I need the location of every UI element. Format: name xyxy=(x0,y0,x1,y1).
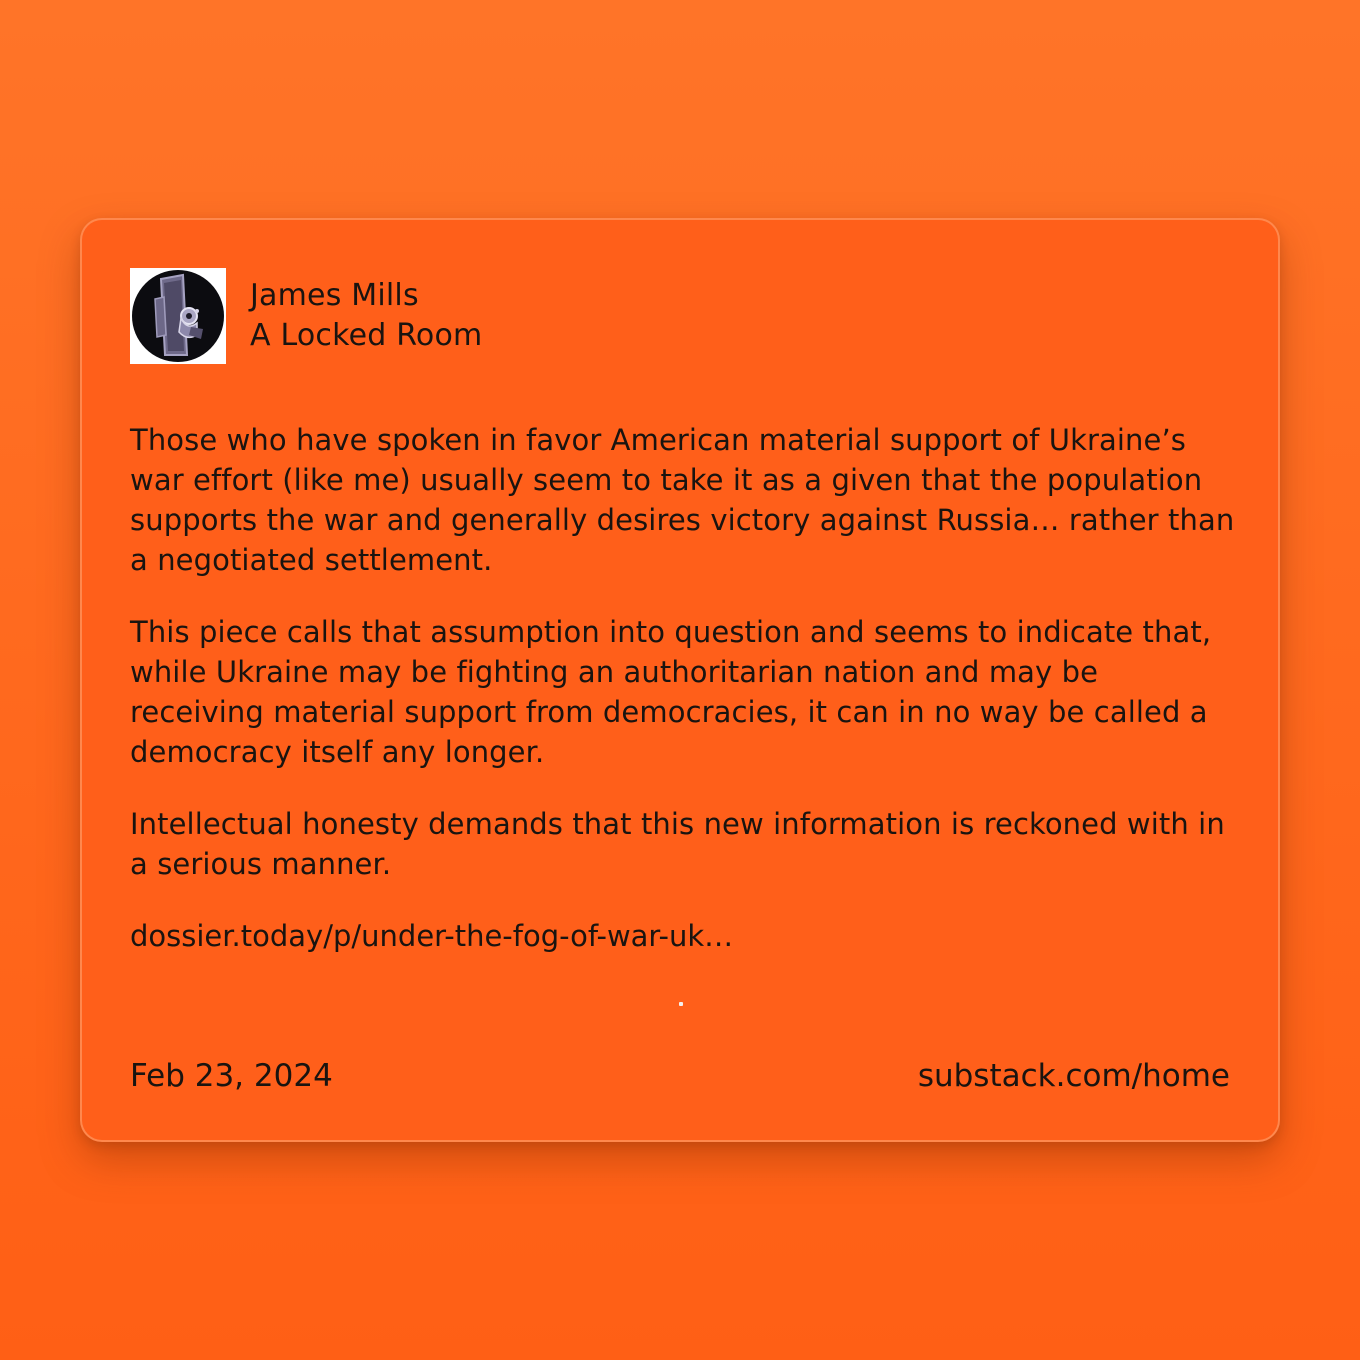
locked-room-avatar-icon xyxy=(131,269,225,363)
avatar[interactable] xyxy=(130,268,226,364)
post-card xyxy=(80,218,1280,1142)
publication-name[interactable]: A Locked Room xyxy=(250,318,483,353)
decorative-dot xyxy=(679,1002,683,1006)
post-date: Feb 23, 2024 xyxy=(130,1058,333,1094)
post-header xyxy=(130,268,1230,364)
author-name[interactable]: James Mills xyxy=(250,278,419,313)
post-footer xyxy=(130,1056,1230,1096)
author-block xyxy=(250,276,482,356)
article-link[interactable]: dossier.today/p/under-the-fog-of-war-uk… xyxy=(130,919,734,953)
post-paragraph: Those who have spoken in favor American material support of Ukraine’s war effort (like me) usually seem to take it as a given that the population supports the war and generally desires victory against Russia… rather than a negotiated settlement. xyxy=(130,423,1235,577)
post-paragraph: Intellectual honesty demands that this new information is reckoned with in a serious manner. xyxy=(130,807,1225,881)
post-body xyxy=(130,420,1240,956)
post-paragraph: This piece calls that assumption into question and seems to indicate that, while Ukraine may be fighting an authoritarian nation and may be receiving material support from democracies, it can in no way be called a democracy itself any longer. xyxy=(130,615,1212,769)
source-link[interactable]: substack.com/home xyxy=(917,1058,1230,1094)
